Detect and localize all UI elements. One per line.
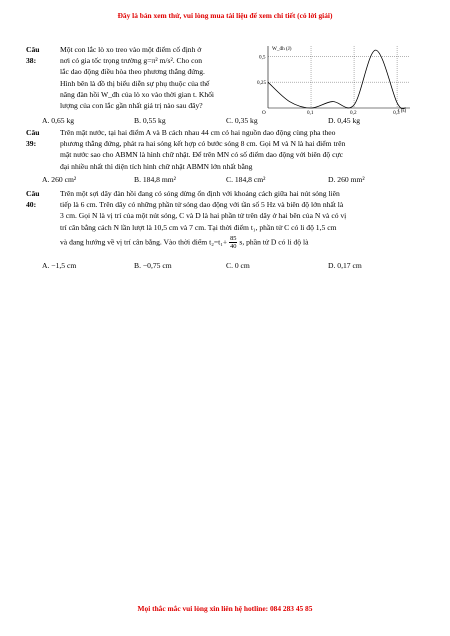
- x-tick-label: 0,3: [393, 110, 400, 116]
- question-line: Một con lắc lò xo treo vào một điểm cố định ở: [60, 45, 202, 54]
- question-text: [60, 127, 345, 172]
- x-tick-label: 0,2: [350, 110, 357, 116]
- x-axis-label: t (s): [398, 108, 407, 114]
- option-b[interactable]: B. −0,75 cm: [134, 261, 172, 270]
- question-line: [60, 235, 346, 250]
- question-line: tiếp là 6 cm. Trên dây có những phần tử sóng dao động với tần số 5 Hz và biên độ lớn nhất là: [60, 200, 344, 210]
- line-text: s, phần tử D có li độ là: [239, 237, 309, 247]
- y-tick-label: 0,25: [257, 80, 267, 87]
- question-line: mặt nước sao cho ABMN là hình chữ nhật. Để trên MN có số điểm dao động với biên độ cực: [60, 150, 343, 160]
- option-a[interactable]: A. 260 cm²: [42, 175, 77, 184]
- line-text: và đang hướng về vị trí cân bằng. Vào thời điểm t₂=t₁+: [60, 237, 228, 247]
- option-c[interactable]: C. 0,35 kg: [226, 116, 258, 125]
- question-line: đại nhiều nhất thì diện tích hình chữ nhật ABMN lớn nhất bằng: [60, 161, 253, 171]
- question-label: Câu 40:: [26, 189, 40, 210]
- question-text: [60, 188, 346, 250]
- question-line: năng đàn hồi W_đh của lò xo vào thời gian t. Khối: [60, 89, 215, 99]
- fraction-denominator: 40: [230, 242, 237, 250]
- question-line: Hình bên là đồ thị biểu diễn sự phụ thuộc của thế: [60, 78, 210, 88]
- option-b[interactable]: B. 0,55 kg: [134, 116, 166, 125]
- y-axis-label: W_đh (J): [272, 46, 292, 52]
- preview-notice: Đây là bản xem thử, vui lòng mua tài liệu để xem chi tiết (có lời giải): [117, 11, 333, 20]
- question-line: trí cân bằng cách N lần lượt là 10,5 cm và 7 cm. Tại thời điểm t₁, phần tử C có li độ 1,5 cm: [60, 222, 337, 232]
- option-a[interactable]: A. −1,5 cm: [42, 261, 77, 270]
- question-line: Trên mặt nước, tại hai điểm A và B cách nhau 44 cm có hai nguồn dao động cùng pha theo: [60, 128, 336, 137]
- series-line: [268, 50, 406, 109]
- question-line: Trên một sợi dây đàn hồi đang có sóng dừng ổn định với khoảng cách giữa hai nút sóng liên: [60, 189, 340, 198]
- option-c[interactable]: C. 0 cm: [226, 261, 250, 270]
- time-fraction: [229, 235, 237, 250]
- question-label: Câu 38:: [26, 45, 40, 66]
- fraction-numerator: 85: [230, 234, 237, 242]
- option-a[interactable]: A. 0,65 kg: [42, 116, 75, 125]
- question-line: phương thẳng đứng, phát ra hai sóng kết hợp có bước sóng 8 cm. Gọi M và N là hai điểm trên: [60, 139, 346, 149]
- option-d[interactable]: D. 0,45 kg: [328, 116, 361, 125]
- question-label: Câu 39:: [26, 128, 40, 149]
- option-d[interactable]: D. 260 mm²: [328, 175, 365, 184]
- hotline-notice: Mọi thắc mắc vui lòng xin liên hệ hotline: 084 283 45 85: [137, 604, 313, 613]
- option-d[interactable]: D. 0,17 cm: [328, 261, 362, 270]
- origin-label: O: [262, 110, 266, 116]
- option-c[interactable]: C. 184,8 cm²: [226, 175, 266, 184]
- question-line: 3 cm. Gọi N là vị trí của một nút sóng, C và D là hai phần tử trên dây ở hai bên của N và có vị: [60, 211, 347, 221]
- question-line: nơi có gia tốc trọng trường g=π² m/s². Cho con: [60, 56, 203, 66]
- question-line: lượng của con lắc gần nhất giá trị nào sau đây?: [60, 101, 203, 111]
- option-b[interactable]: B. 184,8 mm²: [134, 175, 176, 184]
- question-line: lắc dao động điều hòa theo phương thẳng đứng.: [60, 67, 205, 77]
- x-tick-label: 0,1: [307, 110, 314, 116]
- y-tick-label: 0,5: [259, 54, 266, 61]
- question-text: [60, 44, 214, 111]
- energy-time-graph: [258, 44, 418, 116]
